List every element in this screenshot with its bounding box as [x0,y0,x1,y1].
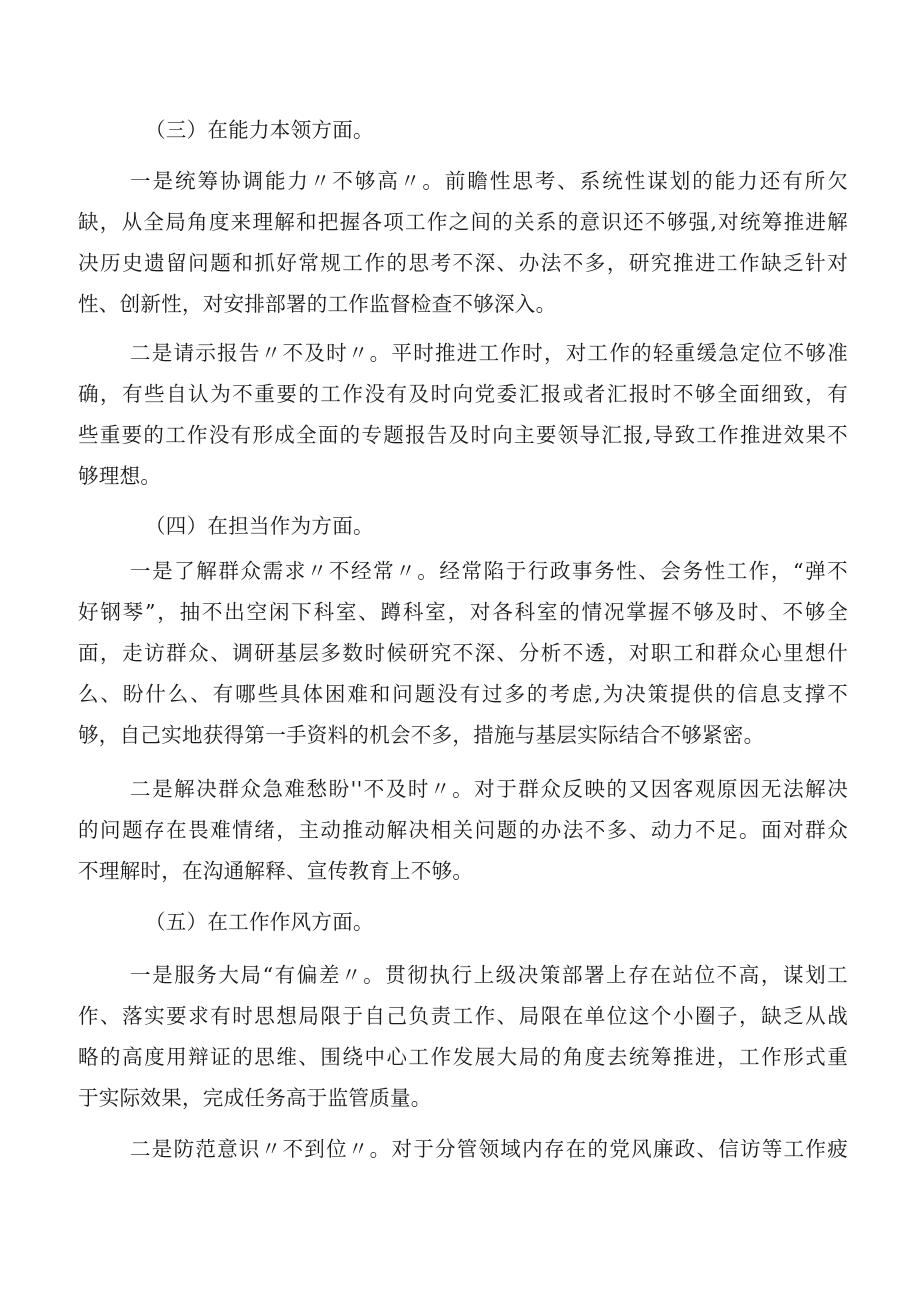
text-line: 些重要的工作没有形成全面的专题报告及时向主要领导汇报,导致工作推进效果不 [78,423,848,447]
text-line: 于实际效果，完成任务高于监管质量。 [78,1086,432,1110]
text-line: 么、盼什么、有哪些具体困难和问题没有过多的考虑,为决策提供的信息支撑不 [78,682,848,706]
section-heading-4: （四）在担当作为方面。 [145,514,374,538]
paragraph-capability [78,161,848,325]
text-line: 略的高度用辩证的思维、围绕中心工作发展大局的角度去统筹推进，工作形式重 [78,1045,848,1069]
text-line: 二是解决群众急难愁盼''不及时〃。对于群众反映的又因客观原因无法解决 [130,777,848,801]
paragraph-public-needs [78,551,848,756]
text-line: 一是服务大局“有偏差〃。贯彻执行上级决策部署上存在站位不高，谋划工 [130,963,848,987]
section-heading-5: （五）在工作作风方面。 [145,910,374,934]
paragraph-public-concerns [78,769,848,892]
text-line: 的问题存在畏难情绪，主动推动解决相关问题的办法不多、动力不足。面对群众 [78,818,848,842]
text-line: 二是请示报告〃不及时〃。平时推进工作时，对工作的轻重缓急定位不够准 [130,341,848,365]
paragraph-overall-situation [78,955,848,1119]
text-line: 决历史遗留问题和抓好常规工作的思考不深、办法不多，研究推进工作缺乏针对 [78,251,848,275]
text-line: 够理想。 [78,464,162,488]
text-line: 好钢琴”，抽不出空闲下科室、蹲科室，对各科室的情况掌握不够及时、不够全 [78,600,848,624]
text-line: 一是统筹协调能力〃不够高〃。前瞻性思考、系统性谋划的能力还有所欠 [130,169,848,193]
text-line: 性、创新性，对安排部署的工作监督检查不够深入。 [78,292,557,316]
text-line: 不理解时，在沟通解释、宣传教育上不够。 [78,859,474,883]
section-heading-3: （三）在能力本领方面。 [145,118,374,142]
paragraph-prevention [78,1129,848,1170]
paragraph-reporting [78,333,848,497]
text-line: 面，走访群众、调研基层多数时候研究不深、分析不透，对职工和群众心里想什 [78,641,848,665]
text-line: 二是防范意识〃不到位〃。对于分管领域内存在的党风廉政、信访等工作疲 [130,1137,848,1161]
text-line: 缺，从全局角度来理解和把握各项工作之间的关系的意识还不够强,对统筹推进解 [78,210,848,234]
text-line: 确，有些自认为不重要的工作没有及时向党委汇报或者汇报时不够全面细致，有 [78,382,848,406]
text-line: 一是了解群众需求〃不经常〃。经常陷于行政事务性、会务性工作，“弹不 [130,559,848,583]
text-line: 作、落实要求有时思想局限于自己负责工作、局限在单位这个小圈子，缺乏从战 [78,1004,848,1028]
text-line: 够，自己实地获得第一手资料的机会不多，措施与基层实际结合不够紧密。 [78,723,765,747]
